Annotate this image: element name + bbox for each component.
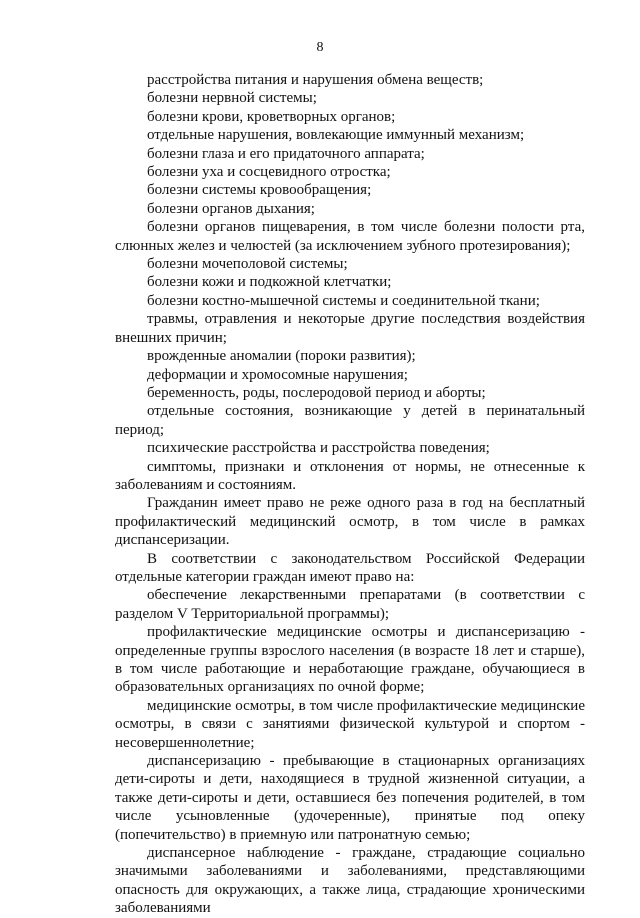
list-item: обеспечение лекарственными препаратами (в соответствии с разделом V Территориальной программы); — [115, 587, 585, 622]
paragraph: В соответствии с законодательством Российской Федерации отдельные категории граждан имеют право на: — [115, 550, 585, 585]
list-item: болезни крови, кроветворных органов; — [147, 108, 396, 125]
page-number: 8 — [316, 40, 324, 55]
list-item: диспансеризацию - пребывающие в стационарных организациях дети-сироты и дети, находящиеся в трудной жизненной ситуации, а также дети-сироты и дети, оставшиеся без попечения родителей, в том числе усыновленные (удочеренные), принятые под опеку (попечительство) в приемную или патронатную семью; — [115, 753, 585, 843]
list-item: расстройства питания и нарушения обмена веществ; — [147, 72, 484, 88]
list-item: медицинские осмотры, в том числе профилактические медицинские осмотры, в связи с занятиями физической культурой и спортом - несовершеннолетние; — [115, 697, 585, 751]
list-item: болезни костно-мышечной системы и соединительной ткани; — [147, 292, 540, 309]
list-item: врожденные аномалии (пороки развития); — [147, 348, 416, 365]
list-item: диспансерное наблюдение - граждане, страдающие социально значимыми заболеваниями и заболеваниями, представляющими опасность для окружающих, а также лица, страдающие хроническими заболеваниями — [115, 845, 585, 917]
list-item: болезни глаза и его придаточного аппарата; — [147, 145, 425, 162]
list-item: болезни кожи и подкожной клетчатки; — [147, 274, 392, 291]
list-item: симптомы, признаки и отклонения от нормы, не отнесенные к заболеваниям и состояниям. — [115, 458, 585, 493]
list-item: психические расстройства и расстройства поведения; — [147, 440, 490, 457]
list-item: болезни мочеполовой системы; — [147, 256, 348, 273]
list-item: деформации и хромосомные нарушения; — [147, 366, 408, 383]
list-item: отдельные состояния, возникающие у детей в перинатальный период; — [115, 403, 585, 438]
list-item: болезни нервной системы; — [147, 90, 317, 107]
document-body — [115, 71, 585, 918]
list-item: травмы, отравления и некоторые другие последствия воздействия внешних причин; — [115, 311, 585, 346]
list-item: отдельные нарушения, вовлекающие иммунный механизм; — [147, 127, 525, 144]
list-item: профилактические медицинские осмотры и диспансеризацию - определенные группы взрослого населения (в возрасте 18 лет и старше), в том числе работающие и неработающие граждане, обучающиеся в образовательных организациях по очной форме; — [115, 624, 585, 696]
list-item: болезни органов дыхания; — [147, 200, 315, 217]
list-item: болезни уха и сосцевидного отростка; — [147, 164, 391, 181]
paragraph: Гражданин имеет право не реже одного раза в год на бесплатный профилактический медицинский осмотр, в том числе в рамках диспансеризации. — [115, 495, 585, 549]
list-item: болезни органов пищеварения, в том числе болезни полости рта, слюнных желез и челюстей (за исключением зубного протезирования); — [115, 219, 585, 254]
list-item: беременность, роды, послеродовой период и аборты; — [147, 384, 486, 401]
list-item: болезни системы кровообращения; — [147, 182, 372, 199]
